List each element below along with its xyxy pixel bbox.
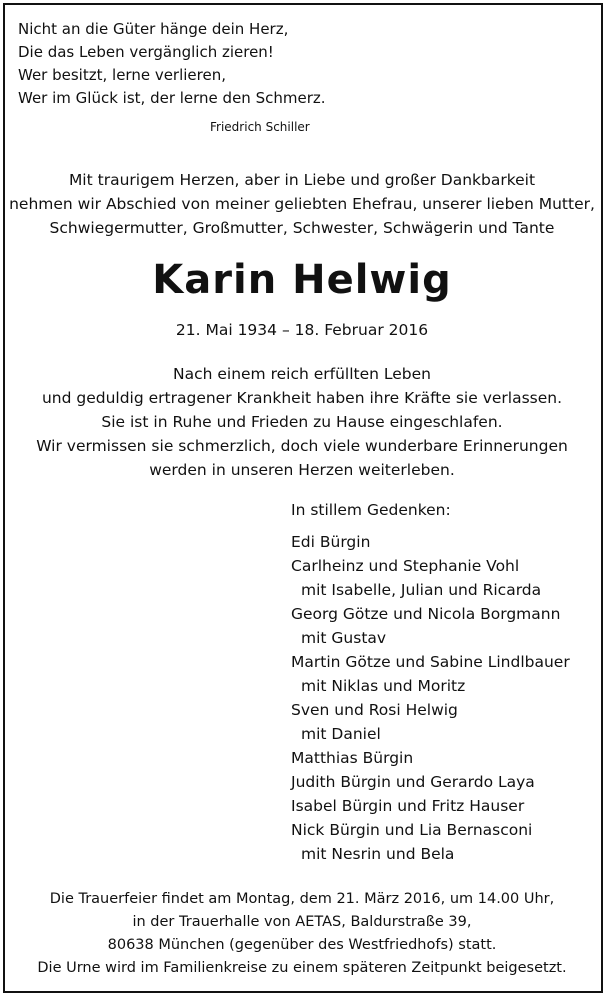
funeral-info-line: 80638 München (gegenüber des Westfriedhofs) statt. — [107, 937, 497, 953]
mourner-children: mit Nesrin und Bela — [301, 845, 455, 863]
mourner-entry: Carlheinz und Stephanie Vohl — [291, 557, 520, 575]
intro-line: nehmen wir Abschied von meiner geliebten Ehefrau, unserer lieben Mutter, — [9, 195, 595, 213]
mourner-entry: Judith Bürgin und Gerardo Laya — [291, 773, 535, 791]
intro-line: Schwiegermutter, Großmutter, Schwester, Schwägerin und Tante — [49, 219, 555, 237]
mourner-children: mit Isabelle, Julian und Ricarda — [301, 581, 542, 599]
mourner-entry: Matthias Bürgin — [291, 749, 414, 767]
deceased-name: Karin Helwig — [152, 257, 452, 303]
poem-author: Friedrich Schiller — [210, 120, 310, 134]
body-line: Sie ist in Ruhe und Frieden zu Hause eingeschlafen. — [101, 413, 503, 431]
funeral-info-line: Die Trauerfeier findet am Montag, dem 21. März 2016, um 14.00 Uhr, — [49, 891, 555, 907]
mourner-entry: Edi Bürgin — [291, 533, 371, 551]
mourner-children: mit Niklas und Moritz — [301, 677, 466, 695]
intro-text — [0, 168, 604, 240]
mourner-children: mit Daniel — [301, 725, 381, 743]
poem — [18, 18, 326, 110]
mourner-children: mit Gustav — [301, 629, 387, 647]
mourner-entry: Isabel Bürgin und Fritz Hauser — [291, 797, 525, 815]
mourners-list — [291, 530, 570, 866]
mourner-entry: Nick Bürgin und Lia Bernasconi — [291, 821, 533, 839]
poem-line: Wer besitzt, lerne verlieren, — [18, 66, 227, 84]
mourner-entry: Georg Götze und Nicola Borgmann — [291, 605, 561, 623]
mourner-entry: Sven und Rosi Helwig — [291, 701, 458, 719]
body-line: werden in unseren Herzen weiterleben. — [149, 461, 455, 479]
body-line: Wir vermissen sie schmerzlich, doch viele wunderbare Erinnerungen — [36, 437, 568, 455]
body-line: Nach einem reich erfüllten Leben — [172, 365, 431, 383]
body-text — [0, 362, 604, 482]
poem-line: Nicht an die Güter hänge dein Herz, — [18, 20, 289, 38]
life-dates: 21. Mai 1934 – 18. Februar 2016 — [175, 321, 429, 339]
funeral-info-line: Die Urne wird im Familienkreise zu einem späteren Zeitpunkt beigesetzt. — [37, 960, 567, 976]
intro-line: Mit traurigem Herzen, aber in Liebe und großer Dankbarkeit — [68, 171, 536, 189]
poem-line: Wer im Glück ist, der lerne den Schmerz. — [18, 89, 326, 107]
mourner-entry: Martin Götze und Sabine Lindlbauer — [291, 653, 570, 671]
funeral-info — [0, 888, 604, 980]
mourners-heading: In stillem Gedenken: — [291, 501, 451, 519]
funeral-info-line: in der Trauerhalle von AETAS, Baldurstraße 39, — [132, 914, 472, 930]
body-line: und geduldig ertragener Krankheit haben ihre Kräfte sie verlassen. — [41, 389, 563, 407]
poem-line: Die das Leben vergänglich zieren! — [18, 43, 274, 61]
